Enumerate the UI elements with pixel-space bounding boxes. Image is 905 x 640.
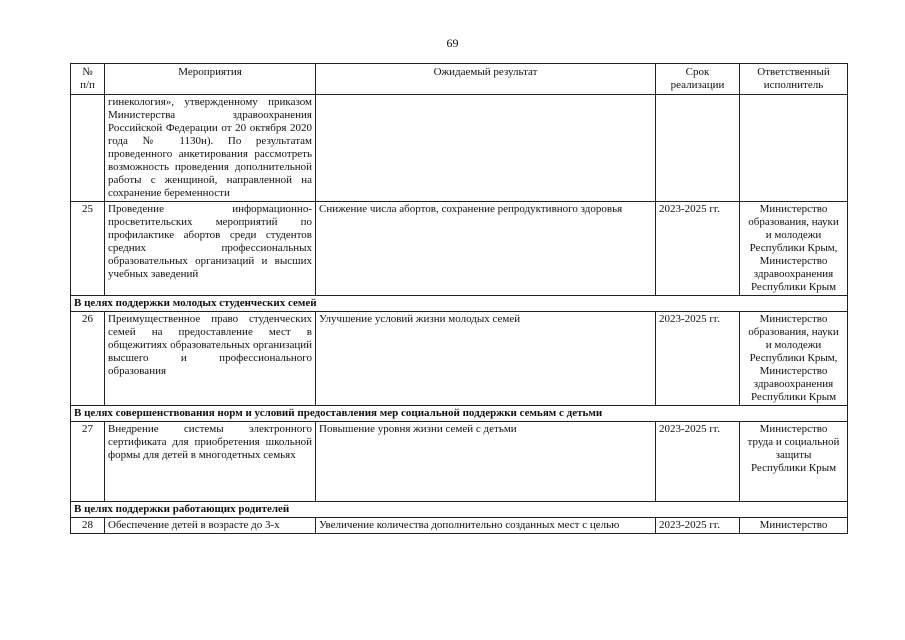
section-row [71, 502, 848, 518]
row-num [71, 95, 105, 202]
row-term: 2023-2025 гг. [656, 422, 740, 502]
table-row [71, 95, 848, 202]
row-activity: Внедрение системы электронного сертификата для приобретения школьной формы для детей в многодетных семьях [105, 422, 316, 502]
row-activity: Преимущественное право студенческих семей на предоставление мест в общежитиях образовательных организаций высшего и профессионального образования [105, 312, 316, 406]
table-row [71, 518, 848, 534]
row-num: 28 [71, 518, 105, 534]
page-number: 69 [446, 36, 459, 50]
row-activity: Обеспечение детей в возрасте до 3-х [105, 518, 316, 534]
table-row [71, 422, 848, 502]
header-term: Срок реализации [656, 64, 740, 95]
row-result: Повышение уровня жизни семей с детьми [316, 422, 656, 502]
row-responsible [740, 95, 848, 202]
table-row [71, 312, 848, 406]
row-responsible: Министерство труда и социальной защиты Республики Крым [740, 422, 848, 502]
row-result: Увеличение количества дополнительно созданных мест с целью [316, 518, 656, 534]
row-term: 2023-2025 гг. [656, 312, 740, 406]
row-responsible: Министерство образования, науки и молодежи Республики Крым, Министерство здравоохранения Республики Крым [740, 312, 848, 406]
row-num: 25 [71, 202, 105, 296]
header-num: № п/п [71, 64, 105, 95]
section-title: В целях поддержки молодых студенческих семей [71, 296, 848, 312]
table-header-row [71, 64, 848, 95]
row-num: 26 [71, 312, 105, 406]
header-result: Ожидаемый результат [316, 64, 656, 95]
row-result [316, 95, 656, 202]
row-result: Снижение числа абортов, сохранение репродуктивного здоровья [316, 202, 656, 296]
row-responsible: Министерство образования, науки и молодежи Республики Крым, Министерство здравоохранения Республики Крым [740, 202, 848, 296]
section-title: В целях поддержки работающих родителей [71, 502, 848, 518]
header-responsible: Ответственный исполнитель [740, 64, 848, 95]
header-activity: Мероприятия [105, 64, 316, 95]
row-activity: гинекология», утвержденному приказом Министерства здравоохранения Российской Федерации от 20 октября 2020 года № 1130н). По результатам проведенного анкетирования рассмотреть возможность проведения дополнительной работы с женщиной, направленной на сохранение беременности [105, 95, 316, 202]
measures-table [70, 63, 848, 534]
row-term: 2023-2025 гг. [656, 518, 740, 534]
section-title: В целях совершенствования норм и условий предоставления мер социальной поддержки семьям с детьми [71, 406, 848, 422]
section-row [71, 406, 848, 422]
row-num: 27 [71, 422, 105, 502]
row-term: 2023-2025 гг. [656, 202, 740, 296]
row-term [656, 95, 740, 202]
section-row [71, 296, 848, 312]
row-activity: Проведение информационно-просветительских мероприятий по профилактике абортов среди студентов средних профессиональных образовательных организаций и высших учебных заведений [105, 202, 316, 296]
table-row [71, 202, 848, 296]
row-result: Улучшение условий жизни молодых семей [316, 312, 656, 406]
row-responsible: Министерство [740, 518, 848, 534]
